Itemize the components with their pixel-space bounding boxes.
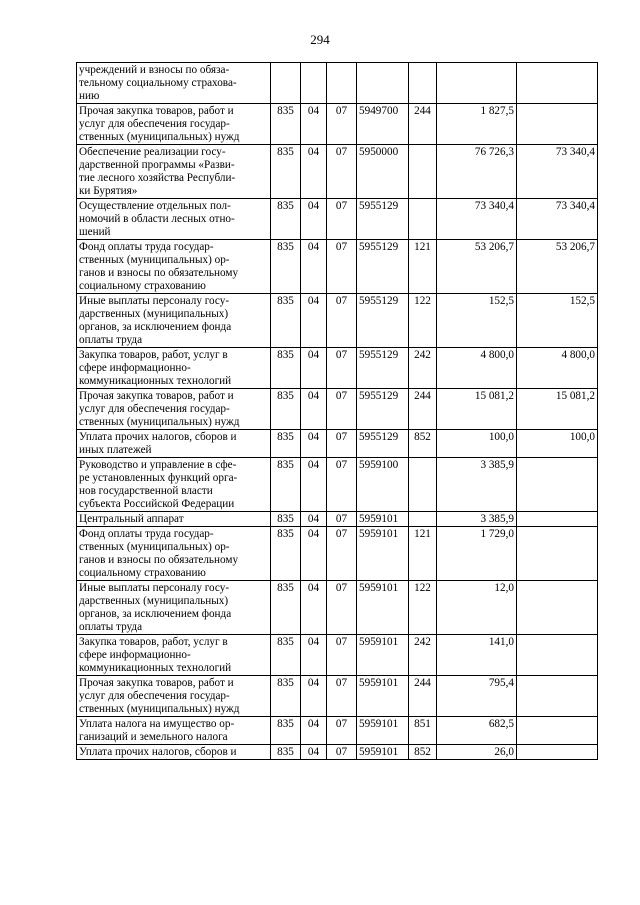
cell-section-code: 04: [301, 294, 327, 348]
cell-section-code: 04: [301, 240, 327, 294]
cell-expense-type-code: 121: [409, 527, 437, 581]
cell-department-code: 835: [271, 240, 301, 294]
cell-expense-name: Осуществление отдельных пол- номочий в области лесных отно- шений: [77, 199, 271, 240]
table-row: [77, 389, 598, 430]
cell-subsection-code: 07: [327, 527, 357, 581]
cell-amount-2: 100,0: [517, 430, 598, 458]
cell-amount-1: 53 206,7: [437, 240, 517, 294]
cell-subsection-code: 07: [327, 348, 357, 389]
cell-subsection-code: 07: [327, 512, 357, 527]
cell-amount-1: 1 729,0: [437, 527, 517, 581]
cell-target-item-code: [357, 63, 409, 104]
cell-subsection-code: 07: [327, 581, 357, 635]
cell-amount-1: 4 800,0: [437, 348, 517, 389]
table-row: [77, 717, 598, 745]
cell-target-item-code: 5955129: [357, 199, 409, 240]
cell-subsection-code: 07: [327, 240, 357, 294]
cell-section-code: 04: [301, 348, 327, 389]
cell-subsection-code: 07: [327, 389, 357, 430]
cell-expense-type-code: 122: [409, 294, 437, 348]
cell-expense-name: учреждений и взносы по обяза- тельному социальному страхова- нию: [77, 63, 271, 104]
cell-amount-1: 12,0: [437, 581, 517, 635]
cell-department-code: 835: [271, 430, 301, 458]
cell-subsection-code: 07: [327, 294, 357, 348]
cell-amount-1: 141,0: [437, 635, 517, 676]
table-row: [77, 581, 598, 635]
cell-department-code: 835: [271, 104, 301, 145]
cell-expense-name: Фонд оплаты труда государ- ственных (муниципальных) ор- ганов и взносы по обязательному социальному страхованию: [77, 527, 271, 581]
cell-amount-2: [517, 527, 598, 581]
cell-target-item-code: 5959101: [357, 527, 409, 581]
cell-section-code: 04: [301, 430, 327, 458]
cell-subsection-code: 07: [327, 199, 357, 240]
cell-amount-2: [517, 676, 598, 717]
cell-section-code: 04: [301, 717, 327, 745]
table-row: [77, 458, 598, 512]
cell-expense-name: Фонд оплаты труда государ- ственных (муниципальных) ор- ганов и взносы по обязательному социальному страхованию: [77, 240, 271, 294]
cell-expense-type-code: [409, 145, 437, 199]
page-number: 294: [310, 32, 330, 47]
cell-expense-name: Иные выплаты персоналу госу- дарственных (муниципальных) органов, за исключением фонда оплаты труда: [77, 581, 271, 635]
cell-expense-name: Прочая закупка товаров, работ и услуг для обеспечения государ- ственных (муниципальных) нужд: [77, 104, 271, 145]
cell-amount-1: 795,4: [437, 676, 517, 717]
cell-amount-1: 26,0: [437, 745, 517, 760]
cell-expense-type-code: 852: [409, 430, 437, 458]
budget-table: [76, 62, 598, 760]
cell-amount-1: 15 081,2: [437, 389, 517, 430]
cell-section-code: 04: [301, 581, 327, 635]
cell-section-code: 04: [301, 676, 327, 717]
cell-amount-1: 152,5: [437, 294, 517, 348]
cell-expense-type-code: 244: [409, 389, 437, 430]
cell-expense-name: Обеспечение реализации госу- дарственной программы «Разви- тие лесного хозяйства Республи- ки Бурятия»: [77, 145, 271, 199]
cell-target-item-code: 5959100: [357, 458, 409, 512]
cell-amount-2: 73 340,4: [517, 145, 598, 199]
cell-expense-type-code: [409, 199, 437, 240]
cell-expense-type-code: 244: [409, 104, 437, 145]
cell-amount-2: 15 081,2: [517, 389, 598, 430]
cell-amount-2: 53 206,7: [517, 240, 598, 294]
cell-expense-type-code: 851: [409, 717, 437, 745]
cell-department-code: 835: [271, 527, 301, 581]
cell-expense-name: Руководство и управление в сфе- ре установленных функций орга- нов государственной власти субъекта Российской Федерации: [77, 458, 271, 512]
cell-target-item-code: 5955129: [357, 389, 409, 430]
cell-subsection-code: 07: [327, 458, 357, 512]
cell-expense-type-code: 122: [409, 581, 437, 635]
cell-section-code: 04: [301, 104, 327, 145]
cell-expense-type-code: [409, 512, 437, 527]
cell-department-code: 835: [271, 717, 301, 745]
cell-subsection-code: 07: [327, 145, 357, 199]
cell-amount-2: [517, 512, 598, 527]
cell-subsection-code: 07: [327, 745, 357, 760]
table-row: [77, 294, 598, 348]
cell-department-code: 835: [271, 294, 301, 348]
cell-target-item-code: 5955129: [357, 294, 409, 348]
cell-section-code: 04: [301, 512, 327, 527]
cell-section-code: 04: [301, 199, 327, 240]
cell-amount-2: [517, 717, 598, 745]
cell-subsection-code: [327, 63, 357, 104]
cell-section-code: 04: [301, 745, 327, 760]
cell-expense-type-code: [409, 63, 437, 104]
cell-expense-name: Прочая закупка товаров, работ и услуг для обеспечения государ- ственных (муниципальных) нужд: [77, 389, 271, 430]
cell-subsection-code: 07: [327, 104, 357, 145]
cell-amount-1: 1 827,5: [437, 104, 517, 145]
budget-table-body: [77, 63, 598, 760]
cell-subsection-code: 07: [327, 717, 357, 745]
table-row: [77, 63, 598, 104]
cell-department-code: 835: [271, 512, 301, 527]
cell-amount-1: [437, 63, 517, 104]
cell-target-item-code: 5959101: [357, 676, 409, 717]
cell-amount-2: 4 800,0: [517, 348, 598, 389]
table-row: [77, 745, 598, 760]
cell-department-code: 835: [271, 199, 301, 240]
cell-section-code: 04: [301, 145, 327, 199]
cell-expense-name: Уплата прочих налогов, сборов и иных платежей: [77, 430, 271, 458]
cell-expense-type-code: [409, 458, 437, 512]
cell-target-item-code: 5950000: [357, 145, 409, 199]
cell-section-code: [301, 63, 327, 104]
cell-amount-1: 100,0: [437, 430, 517, 458]
cell-amount-1: 3 385,9: [437, 458, 517, 512]
cell-amount-1: 73 340,4: [437, 199, 517, 240]
cell-expense-type-code: 244: [409, 676, 437, 717]
cell-target-item-code: 5959101: [357, 635, 409, 676]
cell-department-code: 835: [271, 348, 301, 389]
cell-department-code: 835: [271, 676, 301, 717]
table-row: [77, 145, 598, 199]
table-row: [77, 104, 598, 145]
table-row: [77, 635, 598, 676]
cell-section-code: 04: [301, 527, 327, 581]
cell-target-item-code: 5955129: [357, 430, 409, 458]
cell-target-item-code: 5955129: [357, 240, 409, 294]
cell-expense-type-code: 121: [409, 240, 437, 294]
table-row: [77, 430, 598, 458]
cell-amount-2: [517, 63, 598, 104]
table-row: [77, 527, 598, 581]
cell-department-code: 835: [271, 145, 301, 199]
cell-expense-name: Центральный аппарат: [77, 512, 271, 527]
cell-expense-name: Иные выплаты персоналу госу- дарственных (муниципальных) органов, за исключением фонда оплаты труда: [77, 294, 271, 348]
cell-target-item-code: 5959101: [357, 717, 409, 745]
cell-amount-2: [517, 581, 598, 635]
cell-target-item-code: 5955129: [357, 348, 409, 389]
cell-expense-name: Уплата налога на имущество ор- ганизаций и земельного налога: [77, 717, 271, 745]
table-row: [77, 512, 598, 527]
cell-amount-2: 73 340,4: [517, 199, 598, 240]
cell-section-code: 04: [301, 389, 327, 430]
cell-amount-1: 76 726,3: [437, 145, 517, 199]
cell-subsection-code: 07: [327, 676, 357, 717]
cell-subsection-code: 07: [327, 635, 357, 676]
cell-expense-name: Закупка товаров, работ, услуг в сфере информационно- коммуникационных технологий: [77, 348, 271, 389]
cell-amount-2: [517, 458, 598, 512]
cell-target-item-code: 5959101: [357, 512, 409, 527]
cell-expense-name: Прочая закупка товаров, работ и услуг для обеспечения государ- ственных (муниципальных) нужд: [77, 676, 271, 717]
cell-target-item-code: 5959101: [357, 581, 409, 635]
cell-expense-type-code: 852: [409, 745, 437, 760]
table-row: [77, 676, 598, 717]
cell-section-code: 04: [301, 458, 327, 512]
cell-section-code: 04: [301, 635, 327, 676]
cell-amount-1: 682,5: [437, 717, 517, 745]
table-row: [77, 199, 598, 240]
cell-department-code: 835: [271, 581, 301, 635]
cell-department-code: 835: [271, 745, 301, 760]
cell-department-code: 835: [271, 635, 301, 676]
cell-subsection-code: 07: [327, 430, 357, 458]
cell-amount-2: 152,5: [517, 294, 598, 348]
cell-target-item-code: 5949700: [357, 104, 409, 145]
cell-department-code: 835: [271, 389, 301, 430]
cell-expense-type-code: 242: [409, 348, 437, 389]
cell-department-code: 835: [271, 458, 301, 512]
cell-amount-2: [517, 745, 598, 760]
table-row: [77, 348, 598, 389]
cell-target-item-code: 5959101: [357, 745, 409, 760]
cell-department-code: [271, 63, 301, 104]
cell-expense-type-code: 242: [409, 635, 437, 676]
cell-expense-name: Закупка товаров, работ, услуг в сфере информационно- коммуникационных технологий: [77, 635, 271, 676]
cell-amount-2: [517, 635, 598, 676]
cell-amount-1: 3 385,9: [437, 512, 517, 527]
cell-expense-name: Уплата прочих налогов, сборов и: [77, 745, 271, 760]
cell-amount-2: [517, 104, 598, 145]
table-row: [77, 240, 598, 294]
